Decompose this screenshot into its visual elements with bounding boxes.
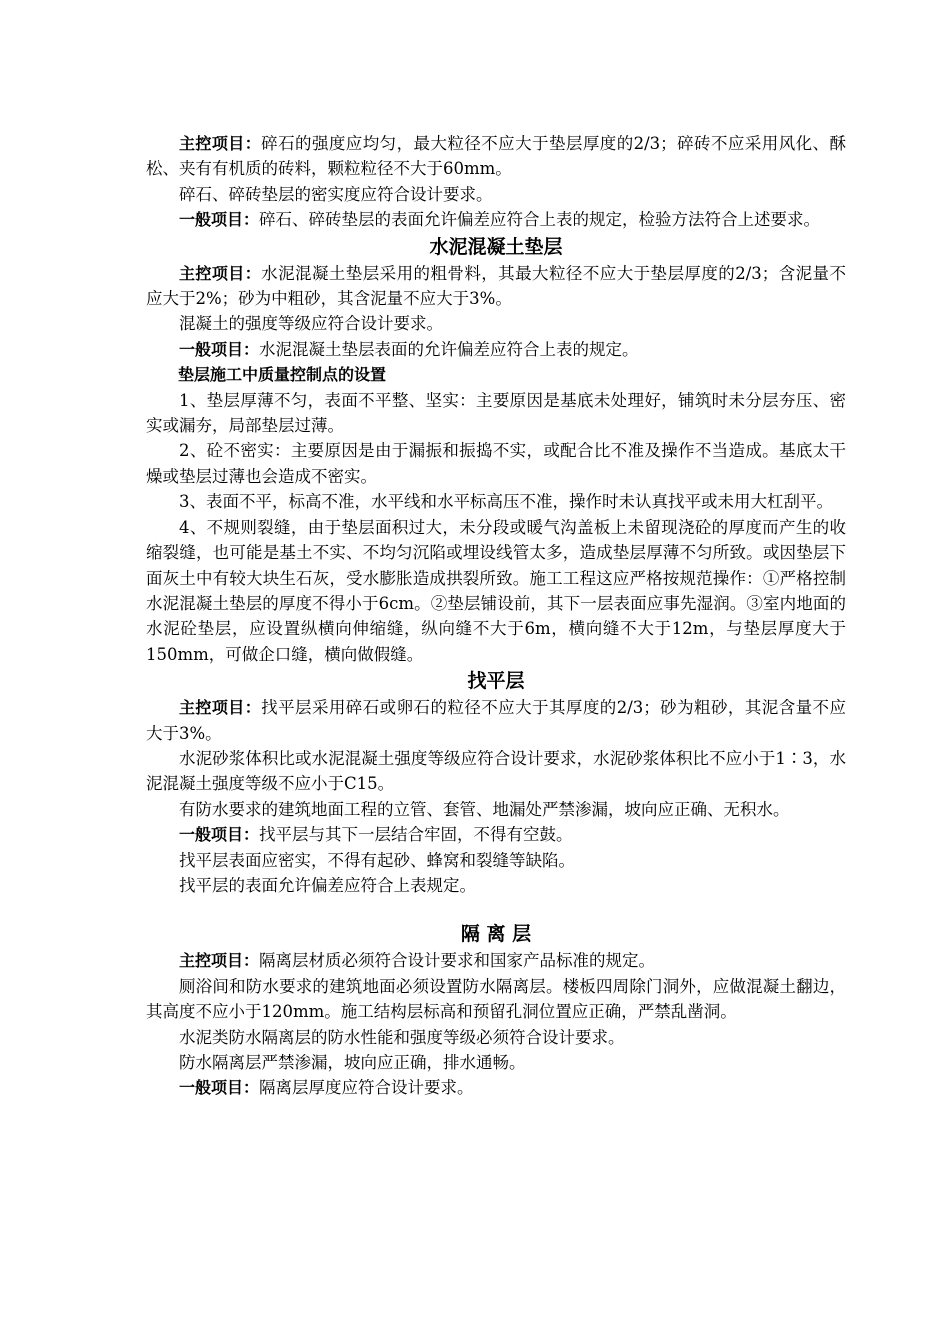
document-page bbox=[146, 131, 846, 1101]
section-title-leveling-layer: 找平层 bbox=[467, 670, 525, 693]
paragraph-text: 碎石、碎砖垫层的表面允许偏差应符合上表的规定，检验方法符合上述要求。 bbox=[259, 210, 821, 230]
paragraph: 碎石、碎砖垫层的密实度应符合设计要求。 bbox=[179, 184, 493, 204]
section-title-concrete-cushion: 水泥混凝土垫层 bbox=[429, 235, 563, 258]
paragraph-text: 水泥混凝土垫层采用的粗骨料，其最大粒径不应大于垫层厚度的2/3；含泥量不应大于2%；砂为中粗砂，其含泥量不应大于3%。 bbox=[146, 263, 846, 309]
label-main-control: 主控项目： bbox=[179, 134, 262, 153]
paragraph bbox=[146, 131, 846, 182]
subsection-title: 垫层施工中质量控制点的设置 bbox=[178, 365, 387, 385]
paragraph bbox=[146, 261, 846, 312]
list-item: 2、砼不密实：主要原因是由于漏振和振捣不实，或配合比不准及操作不当造成。基底太干燥或垫层过薄也会造成不密实。 bbox=[146, 441, 846, 486]
paragraph: 找平层的表面允许偏差应符合上表规定。 bbox=[179, 875, 476, 895]
paragraph-text: 找平层与其下一层结合牢固，不得有空鼓。 bbox=[259, 825, 573, 845]
label-general: 一般项目： bbox=[179, 825, 260, 845]
paragraph: 有防水要求的建筑地面工程的立管、套管、地漏处严禁渗漏，坡向应正确、无积水。 bbox=[179, 799, 790, 819]
label-main-control: 主控项目： bbox=[179, 698, 262, 718]
list-item: 4、不规则裂缝，由于垫层面积过大，未分段或暖气沟盖板上未留现浇砼的厚度而产生的收缩裂缝，也可能是基土不实、不均匀沉陷或埋设线管太多，造成垫层厚薄不匀所致。或因垫层下面灰土中有较大块生石灰，受水膨胀造成拱裂所致。施工工程这应严格按规范操作：①严格控制水泥混凝土垫层的厚度不得小于6cm。②垫层铺设前，其下一层表面应事先湿润。③室内地面的水泥砼垫层，应设置纵横向伸缩缝，纵向缝不大于6m，横向缝不大于12m，与垫层厚度大于150mm，可做企口缝，横向做假缝。 bbox=[146, 517, 846, 664]
list-item: 3、表面不平，标高不准，水平线和水平标高压不准，操作时未认真找平或未用大杠刮平。 bbox=[179, 492, 833, 512]
paragraph-text: 隔离层厚度应符合设计要求。 bbox=[259, 1078, 474, 1098]
paragraph-text: 水泥混凝土垫层表面的允许偏差应符合上表的规定。 bbox=[259, 339, 639, 359]
paragraph-text: 碎石的强度应均匀，最大粒径不应大于垫层厚度的2/3；碎砖不应采用风化、酥松、夹有有机质的砖料，颗粒粒径不大于60mm。 bbox=[146, 134, 846, 179]
paragraph bbox=[146, 948, 846, 973]
label-main-control: 主控项目： bbox=[179, 951, 260, 971]
paragraph: 混凝土的强度等级应符合设计要求。 bbox=[179, 314, 443, 334]
label-main-control: 主控项目： bbox=[179, 263, 262, 283]
paragraph: 水泥类防水隔离层的防水性能和强度等级必须符合设计要求。 bbox=[179, 1027, 625, 1047]
paragraph bbox=[146, 695, 846, 746]
list-item: 1、垫层厚薄不匀，表面不平整、坚实：主要原因是基底未处理好，铺筑时未分层夯压、密实或漏夯，局部垫层过薄。 bbox=[146, 390, 846, 436]
paragraph: 厕浴间和防水要求的建筑地面必须设置防水隔离层。楼板四周除门洞外，应做混凝土翻边，其高度不应小于120mm。施工结构层标高和预留孔洞位置应正确，严禁乱凿洞。 bbox=[146, 976, 846, 1022]
paragraph bbox=[146, 822, 846, 847]
paragraph bbox=[146, 207, 846, 232]
paragraph: 防水隔离层严禁渗漏，坡向应正确，排水通畅。 bbox=[179, 1053, 526, 1072]
label-general: 一般项目： bbox=[179, 210, 260, 230]
paragraph: 找平层表面应密实，不得有起砂、蜂窝和裂缝等缺陷。 bbox=[179, 850, 575, 870]
paragraph: 水泥砂浆体积比或水泥混凝土强度等级应符合设计要求，水泥砂浆体积比不应小于1∶3，水泥混凝土强度等级不应小于C15。 bbox=[146, 748, 846, 794]
paragraph bbox=[146, 1075, 846, 1100]
section-title-isolation-layer: 隔 离 层 bbox=[460, 923, 532, 946]
paragraph-text: 找平层采用碎石或卵石的粒径不应大于其厚度的2/3；砂为粗砂，其泥含量不应大于3%。 bbox=[146, 698, 846, 743]
paragraph-text: 隔离层材质必须符合设计要求和国家产品标准的规定。 bbox=[259, 951, 656, 971]
label-general: 一般项目： bbox=[179, 1078, 260, 1098]
label-general: 一般项目： bbox=[179, 339, 260, 359]
paragraph bbox=[146, 337, 846, 362]
